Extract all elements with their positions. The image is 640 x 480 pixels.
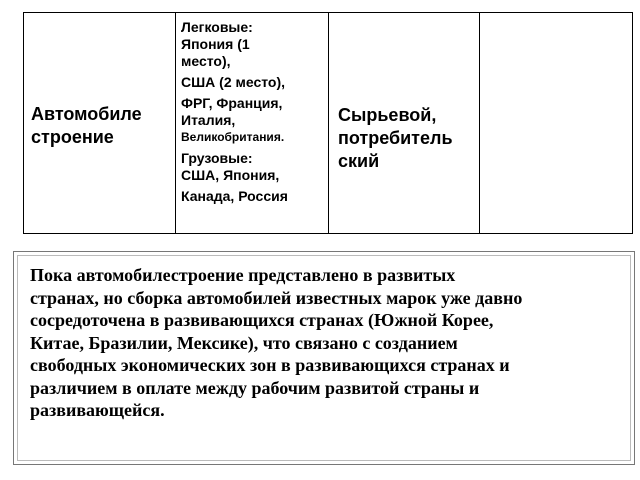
table-cell-industry	[24, 13, 176, 233]
countries-line: Грузовые:	[181, 150, 253, 166]
countries-line: Италия,	[181, 112, 236, 128]
industry-name: Автомобиле строение	[31, 104, 142, 147]
countries-line: место),	[181, 53, 231, 69]
data-table	[23, 12, 633, 234]
countries-line: ФРГ, Франция,	[181, 95, 283, 111]
location-factor: Сырьевой, потребитель ский	[338, 105, 453, 171]
countries-line: США (2 место),	[181, 74, 286, 90]
countries-line: Канада, Россия	[181, 188, 288, 204]
table-cell-empty	[480, 13, 634, 233]
paragraph-text: Пока автомобилестроение представлено в развитых странах, но сборка автомобилей известных марок уже давно сосредоточена в развивающихся странах (Южной Корее, Китае, Бразилии, Мексике), что связано с созданием свободных экономических зон в развивающихся странах и различием в оплате между рабочим развитой страны и развивающейся.	[30, 265, 523, 420]
table-cell-countries	[176, 13, 329, 233]
countries-line: США, Япония,	[181, 167, 280, 183]
countries-line: Япония (1	[181, 36, 250, 52]
countries-line: Легковые:	[181, 19, 253, 35]
table-cell-factors	[329, 13, 480, 233]
countries-line: Великобритания.	[181, 130, 285, 144]
countries-list	[181, 19, 288, 205]
